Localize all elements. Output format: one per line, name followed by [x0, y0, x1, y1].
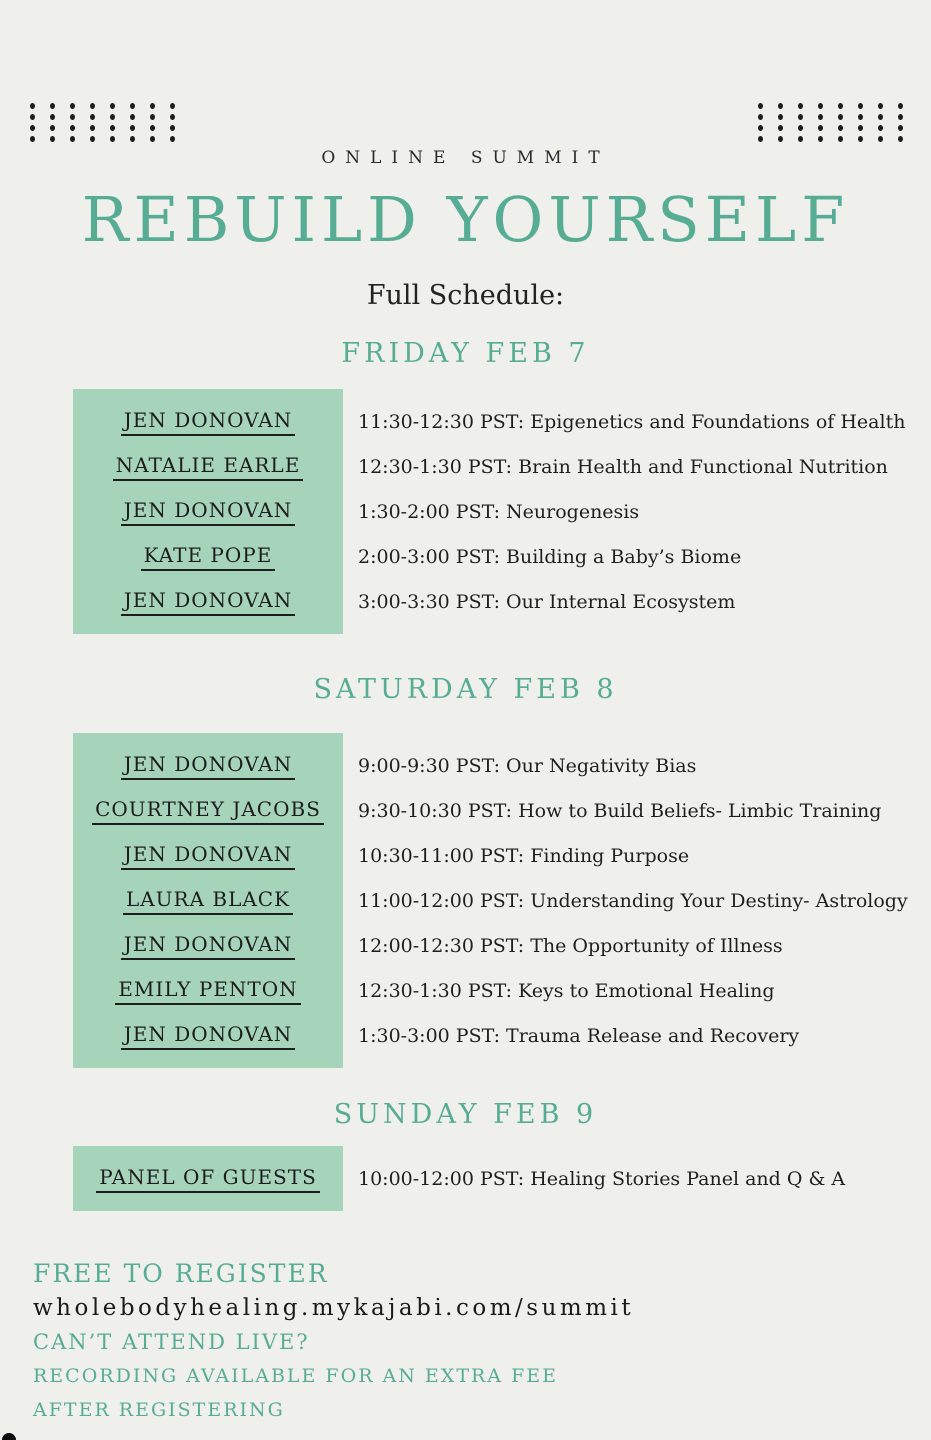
speaker-name: JEN DONOVAN — [121, 932, 295, 960]
speakers-panel-friday — [73, 389, 343, 634]
speaker-name: JEN DONOVAN — [121, 408, 295, 436]
speaker-name: PANEL OF GUESTS — [96, 1165, 320, 1193]
session-detail: 11:30-12:30 PST: Epigenetics and Foundations of Health — [358, 410, 906, 433]
speaker-row — [73, 968, 343, 1013]
speakers-panel-sunday — [73, 1146, 343, 1211]
session-row — [358, 444, 931, 489]
day-heading-saturday: SATURDAY FEB 8 — [313, 674, 618, 705]
speaker-name: JEN DONOVAN — [121, 752, 295, 780]
sessions-panel-sunday — [358, 1146, 931, 1211]
speaker-row — [73, 878, 343, 923]
speaker-row — [73, 833, 343, 878]
speaker-name: KATE POPE — [141, 543, 276, 571]
session-row — [358, 1013, 931, 1058]
session-detail: 9:00-9:30 PST: Our Negativity Bias — [358, 754, 697, 777]
speaker-name: EMILY PENTON — [115, 977, 300, 1005]
day-heading-friday: FRIDAY FEB 7 — [341, 338, 590, 369]
speaker-row — [73, 399, 343, 444]
speakers-panel-saturday — [73, 733, 343, 1068]
session-detail: 10:00-12:00 PST: Healing Stories Panel and Q & A — [358, 1167, 846, 1190]
corner-dot-decoration — [2, 1433, 16, 1440]
session-row — [358, 534, 931, 579]
speaker-name: JEN DONOVAN — [121, 842, 295, 870]
speaker-name: LAURA BLACK — [123, 887, 293, 915]
dot-grid-decoration-left — [30, 103, 175, 142]
sessions-panel-saturday — [358, 733, 931, 1068]
speaker-row — [73, 489, 343, 534]
speaker-row — [73, 1013, 343, 1058]
session-detail: 3:00-3:30 PST: Our Internal Ecosystem — [358, 590, 736, 613]
recording-available-label: RECORDING AVAILABLE FOR AN EXTRA FEE — [33, 1365, 558, 1387]
page-title: REBUILD YOURSELF — [81, 183, 850, 256]
day-section-friday — [0, 338, 931, 634]
speaker-row — [73, 534, 343, 579]
session-row — [358, 968, 931, 1013]
sessions-panel-friday — [358, 389, 931, 634]
speaker-row — [73, 579, 343, 624]
speaker-row — [73, 923, 343, 968]
speaker-name: COURTNEY JACOBS — [92, 797, 324, 825]
session-detail: 2:00-3:00 PST: Building a Baby’s Biome — [358, 545, 742, 568]
cant-attend-label: CAN’T ATTEND LIVE? — [33, 1330, 310, 1354]
speaker-name: JEN DONOVAN — [121, 1022, 295, 1050]
session-detail: 9:30-10:30 PST: How to Build Beliefs- Limbic Training — [358, 799, 882, 822]
session-detail: 1:30-2:00 PST: Neurogenesis — [358, 500, 640, 523]
registration-url: wholebodyhealing.mykajabi.com/summit — [33, 1295, 635, 1321]
day-schedule-sunday — [73, 1146, 931, 1211]
session-detail: 12:30-1:30 PST: Brain Health and Functional Nutrition — [358, 455, 888, 478]
session-row — [358, 399, 931, 444]
day-schedule-friday — [73, 389, 931, 634]
after-registering-label: AFTER REGISTERING — [33, 1399, 285, 1421]
session-row — [358, 743, 931, 788]
free-to-register-label: FREE TO REGISTER — [33, 1259, 329, 1288]
speaker-row — [73, 788, 343, 833]
session-row — [358, 788, 931, 833]
session-detail: 12:00-12:30 PST: The Opportunity of Illness — [358, 934, 783, 957]
session-row — [358, 833, 931, 878]
session-row — [358, 1156, 931, 1201]
day-heading-sunday: SUNDAY FEB 9 — [333, 1099, 598, 1130]
day-schedule-saturday — [73, 733, 931, 1068]
speaker-row — [73, 743, 343, 788]
schedule-subtitle: Full Schedule: — [366, 280, 565, 311]
speaker-name: JEN DONOVAN — [121, 588, 295, 616]
summit-kicker: ONLINE SUMMIT — [321, 148, 610, 168]
speaker-row — [73, 1156, 343, 1201]
registration-footer — [33, 1259, 931, 1422]
session-detail: 1:30-3:00 PST: Trauma Release and Recovery — [358, 1024, 800, 1047]
session-detail: 11:00-12:00 PST: Understanding Your Destiny- Astrology — [358, 889, 908, 912]
day-section-sunday — [0, 1099, 931, 1211]
session-row — [358, 579, 931, 624]
session-row — [358, 489, 931, 534]
session-detail: 12:30-1:30 PST: Keys to Emotional Healing — [358, 979, 775, 1002]
session-detail: 10:30-11:00 PST: Finding Purpose — [358, 844, 690, 867]
speaker-name: NATALIE EARLE — [113, 453, 304, 481]
session-row — [358, 923, 931, 968]
session-row — [358, 878, 931, 923]
day-section-saturday — [0, 674, 931, 1068]
speaker-name: JEN DONOVAN — [121, 498, 295, 526]
speaker-row — [73, 444, 343, 489]
dot-grid-decoration-right — [758, 103, 903, 142]
